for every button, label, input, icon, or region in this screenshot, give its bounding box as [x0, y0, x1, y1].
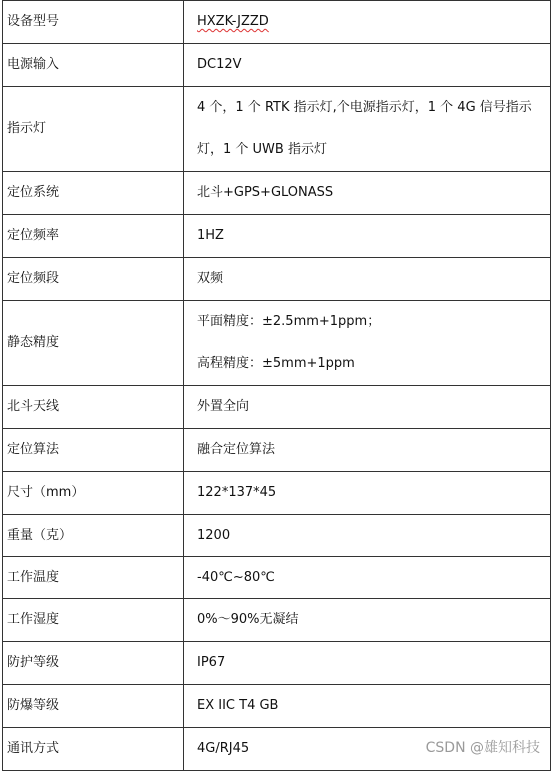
row-value-line: 灯，1 个 UWB 指示灯: [197, 142, 327, 157]
row-key: 防护等级: [3, 642, 184, 685]
row-value: 1200: [184, 515, 551, 557]
row-key: 通讯方式: [3, 728, 184, 771]
table-row: [3, 215, 551, 258]
row-value: 1HZ: [184, 215, 551, 258]
row-value: [184, 301, 551, 386]
row-value: 0%～90%无凝结: [184, 599, 551, 642]
table-row: [3, 515, 551, 557]
watermark: CSDN @雄知科技: [425, 740, 540, 756]
row-value: -40℃~80℃: [184, 557, 551, 599]
row-key: 尺寸（mm）: [3, 472, 184, 515]
row-key: 防爆等级: [3, 685, 184, 728]
row-value: 北斗+GPS+GLONASS: [184, 172, 551, 215]
row-value: [184, 87, 551, 172]
row-key: 电源输入: [3, 44, 184, 87]
table-row: [3, 472, 551, 515]
table-row: [3, 599, 551, 642]
table-row: [3, 429, 551, 472]
table-row: [3, 642, 551, 685]
table-row: [3, 172, 551, 215]
table-row: [3, 258, 551, 301]
row-value: DC12V: [184, 44, 551, 87]
row-key: 设备型号: [3, 1, 184, 44]
row-value-line: 4 个，1 个 RTK 指示灯,个电源指示灯，1 个 4G 信号指示: [197, 100, 532, 115]
row-key: 静态精度: [3, 301, 184, 386]
row-key: 定位频段: [3, 258, 184, 301]
table-row: [3, 1, 551, 44]
row-value: 4G/RJ45: [184, 728, 551, 771]
model-value: HXZK-JZZD: [197, 14, 269, 30]
row-key: 指示灯: [3, 87, 184, 172]
row-key: 定位系统: [3, 172, 184, 215]
row-value: 122*137*45: [184, 472, 551, 515]
row-value: 双频: [184, 258, 551, 301]
table-row: [3, 685, 551, 728]
row-value: [184, 1, 551, 44]
row-key: 定位频率: [3, 215, 184, 258]
row-value-line: 高程精度：±5mm+1ppm: [197, 356, 355, 371]
table-row: [3, 386, 551, 429]
row-key: 工作湿度: [3, 599, 184, 642]
row-value-line: 平面精度：±2.5mm+1ppm；: [197, 314, 381, 329]
row-value: 外置全向: [184, 386, 551, 429]
row-value: 融合定位算法: [184, 429, 551, 472]
row-key: 北斗天线: [3, 386, 184, 429]
table-row: [3, 557, 551, 599]
row-key: 重量（克）: [3, 515, 184, 557]
row-key: 定位算法: [3, 429, 184, 472]
row-value: EX IIC T4 GB: [184, 685, 551, 728]
table-row: [3, 301, 551, 386]
row-value: IP67: [184, 642, 551, 685]
spec-table: [2, 0, 551, 771]
row-key: 工作温度: [3, 557, 184, 599]
table-row: [3, 44, 551, 87]
table-row: [3, 87, 551, 172]
